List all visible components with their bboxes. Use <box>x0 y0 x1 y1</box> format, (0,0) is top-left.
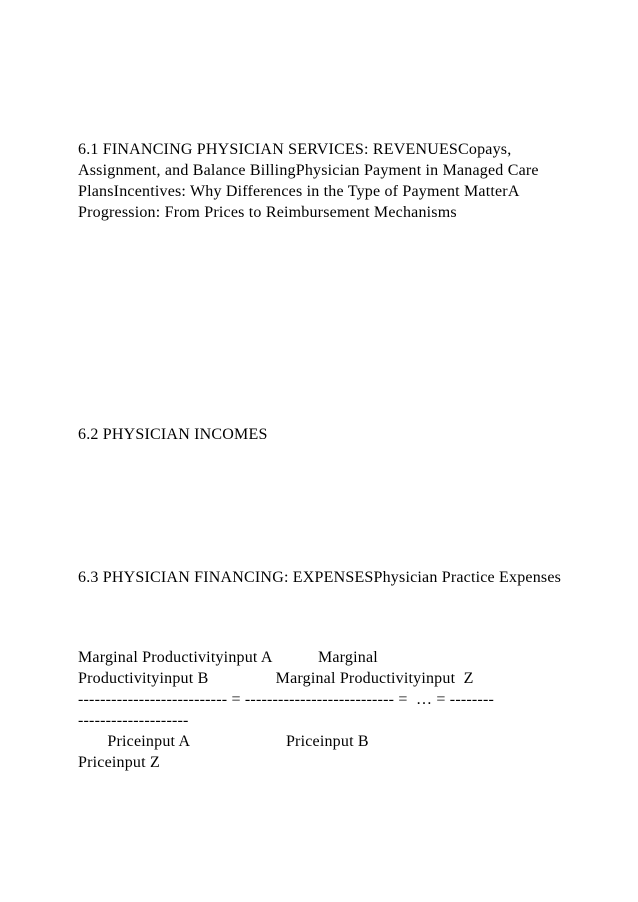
equation-line-3: --------------------------- = --------------------------- = … = -------- <box>78 691 495 708</box>
equation-line-6: Priceinput Z <box>78 754 160 771</box>
section-6-2-heading: 6.2 PHYSICIAN INCOMES <box>78 426 268 443</box>
equation-line-4: -------------------- <box>78 712 189 729</box>
equation-line-2: Productivityinput B Marginal Productivityinput Z <box>78 670 474 687</box>
section-6-3-heading: 6.3 PHYSICIAN FINANCING: EXPENSESPhysician Practice Expenses <box>78 569 562 586</box>
equation-line-5: Priceinput A Priceinput B <box>78 733 369 750</box>
equation-line-1: Marginal Productivityinput A Marginal <box>78 649 378 666</box>
section-6-1-heading: 6.1 FINANCING PHYSICIAN SERVICES: REVENUESCopays, Assignment, and Balance BillingPhysician Payment in Managed Care PlansIncentives: Why Differences in the Type of Payment MatterA Progression: From Prices to Reimbursement Mechanisms <box>78 141 539 221</box>
